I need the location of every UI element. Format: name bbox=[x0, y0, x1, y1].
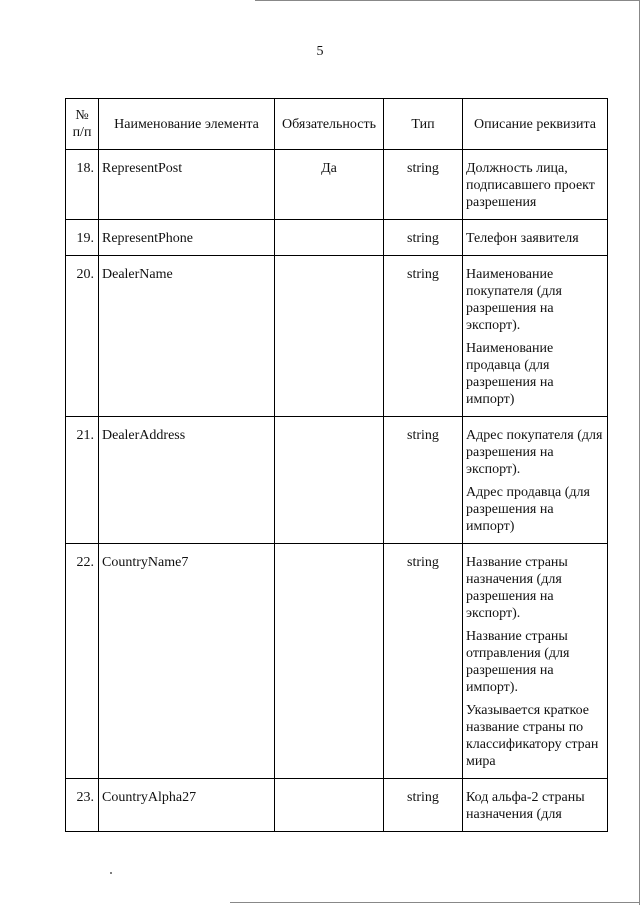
required-value bbox=[275, 220, 384, 256]
row-number: 20. bbox=[66, 256, 99, 417]
description-text: Адрес покупателя (для разрешения на экспорт). bbox=[466, 428, 603, 477]
header-element-name: Наименование элемента bbox=[99, 99, 275, 150]
table-row bbox=[66, 779, 608, 832]
description-cell bbox=[463, 417, 608, 544]
table-row bbox=[66, 150, 608, 220]
header-number-label: № п/п bbox=[72, 108, 92, 140]
description-cell bbox=[463, 779, 608, 832]
required-value bbox=[275, 256, 384, 417]
table-row bbox=[66, 256, 608, 417]
table-header bbox=[66, 99, 608, 150]
header-row bbox=[66, 99, 608, 150]
description-cell bbox=[463, 544, 608, 779]
description-text: Должность лица, подписавшего проект разрешения bbox=[466, 161, 595, 210]
element-name: CountryAlpha27 bbox=[99, 779, 275, 832]
description-cell bbox=[463, 150, 608, 220]
header-description: Описание реквизита bbox=[463, 99, 608, 150]
type-value: string bbox=[384, 256, 463, 417]
element-name: RepresentPost bbox=[99, 150, 275, 220]
row-number: 23. bbox=[66, 779, 99, 832]
table-row bbox=[66, 544, 608, 779]
type-value: string bbox=[384, 544, 463, 779]
type-value: string bbox=[384, 417, 463, 544]
description-text: Телефон заявителя bbox=[466, 231, 579, 246]
table-row bbox=[66, 417, 608, 544]
description-text: Наименование продавца (для разрешения на импорт) bbox=[466, 341, 554, 407]
required-value bbox=[275, 779, 384, 832]
description-text: Адрес продавца (для разрешения на импорт) bbox=[466, 485, 590, 534]
element-name: RepresentPhone bbox=[99, 220, 275, 256]
row-number: 18. bbox=[66, 150, 99, 220]
scan-edge-bottom bbox=[230, 902, 640, 903]
type-value: string bbox=[384, 150, 463, 220]
type-value: string bbox=[384, 220, 463, 256]
header-type: Тип bbox=[384, 99, 463, 150]
description-text: Код альфа-2 страны назначения (для bbox=[466, 790, 585, 822]
table-body bbox=[66, 150, 608, 832]
element-name: DealerName bbox=[99, 256, 275, 417]
description-cell bbox=[463, 220, 608, 256]
scan-edge-top bbox=[255, 0, 640, 1]
row-number: 21. bbox=[66, 417, 99, 544]
required-value bbox=[275, 417, 384, 544]
description-text: Название страны назначения (для разрешения на экспорт). bbox=[466, 555, 568, 621]
required-value bbox=[275, 544, 384, 779]
row-number: 19. bbox=[66, 220, 99, 256]
type-value: string bbox=[384, 779, 463, 832]
description-text: Название страны отправления (для разрешения на импорт). bbox=[466, 629, 570, 695]
element-name: CountryName7 bbox=[99, 544, 275, 779]
page-number: 5 bbox=[316, 44, 324, 59]
requisites-table bbox=[65, 98, 608, 832]
scan-speck bbox=[110, 872, 112, 874]
row-number: 22. bbox=[66, 544, 99, 779]
required-value: Да bbox=[275, 150, 384, 220]
description-text: Указывается краткое название страны по классификатору стран мира bbox=[466, 703, 599, 769]
header-number bbox=[66, 99, 99, 150]
header-required: Обязательность bbox=[275, 99, 384, 150]
table-row bbox=[66, 220, 608, 256]
element-name: DealerAddress bbox=[99, 417, 275, 544]
description-cell bbox=[463, 256, 608, 417]
description-text: Наименование покупателя (для разрешения на экспорт). bbox=[466, 267, 562, 333]
